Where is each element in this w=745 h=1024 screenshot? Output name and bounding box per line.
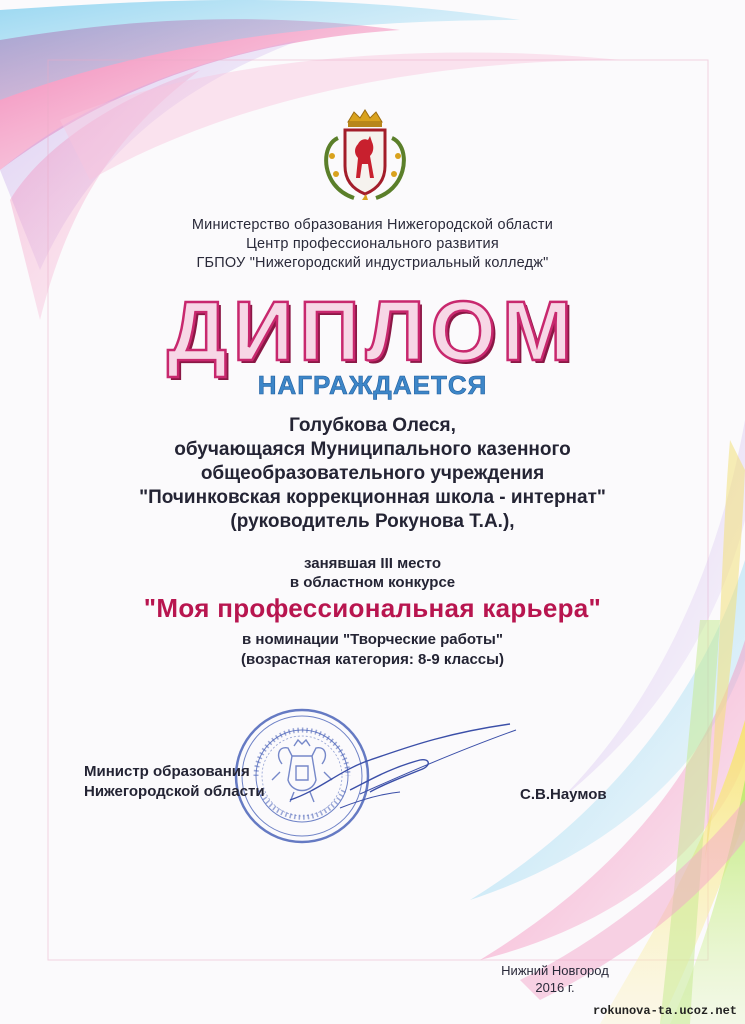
contest-name: "Моя профессиональная карьера"	[143, 593, 602, 623]
organizer-line-center: Центр профессионального развития	[246, 236, 499, 252]
signatory-title-line1: Министр образования	[84, 763, 250, 780]
contest-age-category: (возрастная категория: 8-9 классы)	[241, 651, 504, 668]
place-and-date	[470, 962, 640, 996]
recipient-school-name: "Починковская коррекционная школа - интернат"	[139, 487, 606, 508]
contest-nomination: в номинации "Творческие работы"	[242, 631, 503, 648]
issue-city: Нижний Новгород	[501, 963, 609, 978]
recipient-supervisor: (руководитель Рокунова Т.А.),	[230, 511, 515, 532]
signatory-name: С.В.Наумов	[520, 786, 607, 803]
achievement-place: занявшая III место	[304, 555, 441, 572]
organizer-line-ministry: Министерство образования Нижегородской области	[191, 217, 554, 233]
issue-year: 2016 г.	[535, 980, 575, 995]
awarded-heading: НАГРАЖДАЕТСЯ	[257, 370, 488, 400]
diploma-title: ДИПЛОМ	[167, 284, 578, 378]
achievement-contest-level: в областном конкурсе	[289, 574, 456, 591]
signature-icon	[280, 720, 520, 820]
signatory-title	[84, 762, 265, 802]
organizer-line-college: ГБПОУ "Нижегородский индустриальный колледж"	[196, 255, 549, 271]
website-watermark: rokunova-ta.ucoz.net	[592, 1004, 737, 1018]
recipient-status: обучающаяся Муниципального казенного	[174, 439, 571, 460]
recipient-institution-type: общеобразовательного учреждения	[200, 463, 545, 484]
signatory-title-line2: Нижегородской области	[84, 783, 265, 800]
recipient-name: Голубкова Олеся,	[289, 415, 456, 436]
